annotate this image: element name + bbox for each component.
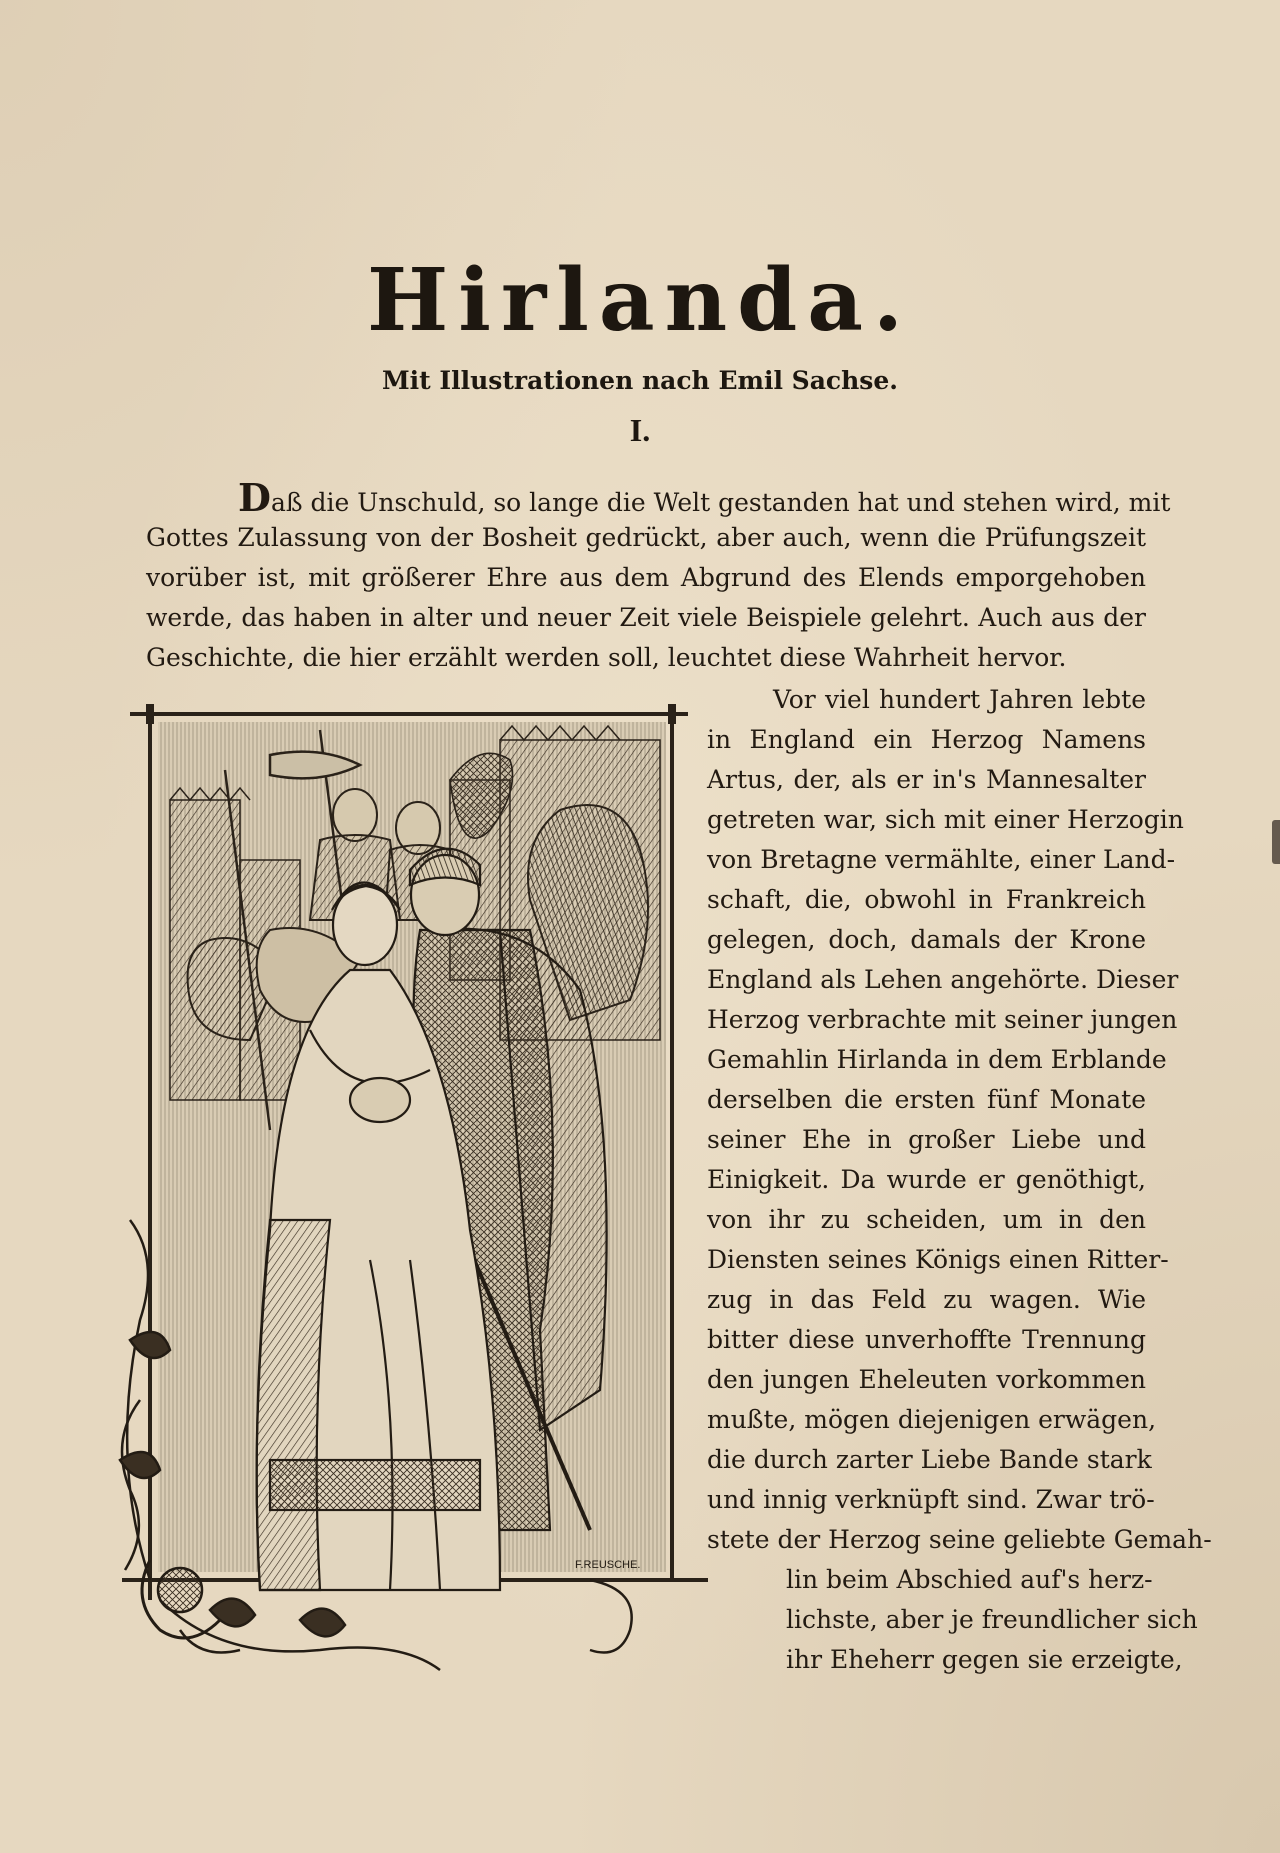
text-line: Diensten seines Königs einen Ritter- — [707, 1245, 1169, 1274]
drop-cap: D — [238, 475, 271, 520]
text-line: England als Lehen angehörte. Dieser — [707, 965, 1179, 994]
text-line: Herzog verbrachte mit seiner jungen — [707, 1005, 1178, 1034]
text-line: lin beim Abschied auf's herz- — [786, 1565, 1153, 1594]
text-line: die durch zarter Liebe Bande stark — [707, 1445, 1152, 1474]
text-line: von ihr zu scheiden, um in den — [707, 1205, 1146, 1234]
text-line: mußte, mögen diejenigen erwägen, — [707, 1405, 1157, 1434]
text-line: zug in das Feld zu wagen. Wie — [707, 1285, 1146, 1314]
text-line: Gottes Zulassung von der Bosheit gedrückt, aber auch, wenn die Prüfungszeit — [146, 523, 1146, 552]
page-edge-mark — [1272, 820, 1280, 864]
text-line: stete der Herzog seine geliebte Gemah- — [707, 1525, 1212, 1554]
text-line: werde, das haben in alter und neuer Zeit viele Beispiele gelehrt. Auch aus der — [146, 603, 1146, 632]
text-line: Vor viel hundert Jahren lebte — [773, 685, 1146, 714]
text-line: Gemahlin Hirlanda in dem Erblande — [707, 1045, 1167, 1074]
text-line: von Bretagne vermählte, einer Land- — [707, 845, 1176, 874]
text-line: gelegen, doch, damals der Krone — [707, 925, 1146, 954]
text-line: bitter diese unverhoffte Trennung — [707, 1325, 1146, 1354]
text-line: vorüber ist, mit größerer Ehre aus dem Abgrund des Elends emporgehoben — [146, 563, 1146, 592]
text-line: Daß die Unschuld, so lange die Welt gestanden hat und stehen wird, mit — [238, 475, 1171, 520]
page-title: Hirlanda. — [367, 250, 913, 351]
text-line: den jungen Eheleuten vorkommen — [707, 1365, 1146, 1394]
text-line: lichste, aber je freundlicher sich — [786, 1605, 1198, 1634]
text-line: ihr Eheherr gegen sie erzeigte, — [786, 1645, 1183, 1674]
text-line: Geschichte, die hier erzählt werden soll, leuchtet diese Wahrheit hervor. — [146, 643, 1067, 672]
text-line: Einigkeit. Da wurde er genöthigt, — [707, 1165, 1146, 1194]
text-line: in England ein Herzog Namens — [707, 725, 1146, 754]
text-line: Artus, der, als er in's Mannesalter — [707, 765, 1146, 794]
text-line: und innig verknüpft sind. Zwar trö- — [707, 1485, 1155, 1514]
page-subtitle: Mit Illustrationen nach Emil Sachse. — [382, 366, 898, 395]
engraver-signature: F.REUSCHE. — [575, 1559, 641, 1571]
chapter-number: I. — [629, 412, 651, 448]
engraving-illustration — [120, 700, 710, 1710]
text-line: seiner Ehe in großer Liebe und — [707, 1125, 1146, 1154]
text-line: derselben die ersten fünf Monate — [707, 1085, 1146, 1114]
text-line: schaft, die, obwohl in Frankreich — [707, 885, 1146, 914]
text-line: getreten war, sich mit einer Herzogin — [707, 805, 1184, 834]
